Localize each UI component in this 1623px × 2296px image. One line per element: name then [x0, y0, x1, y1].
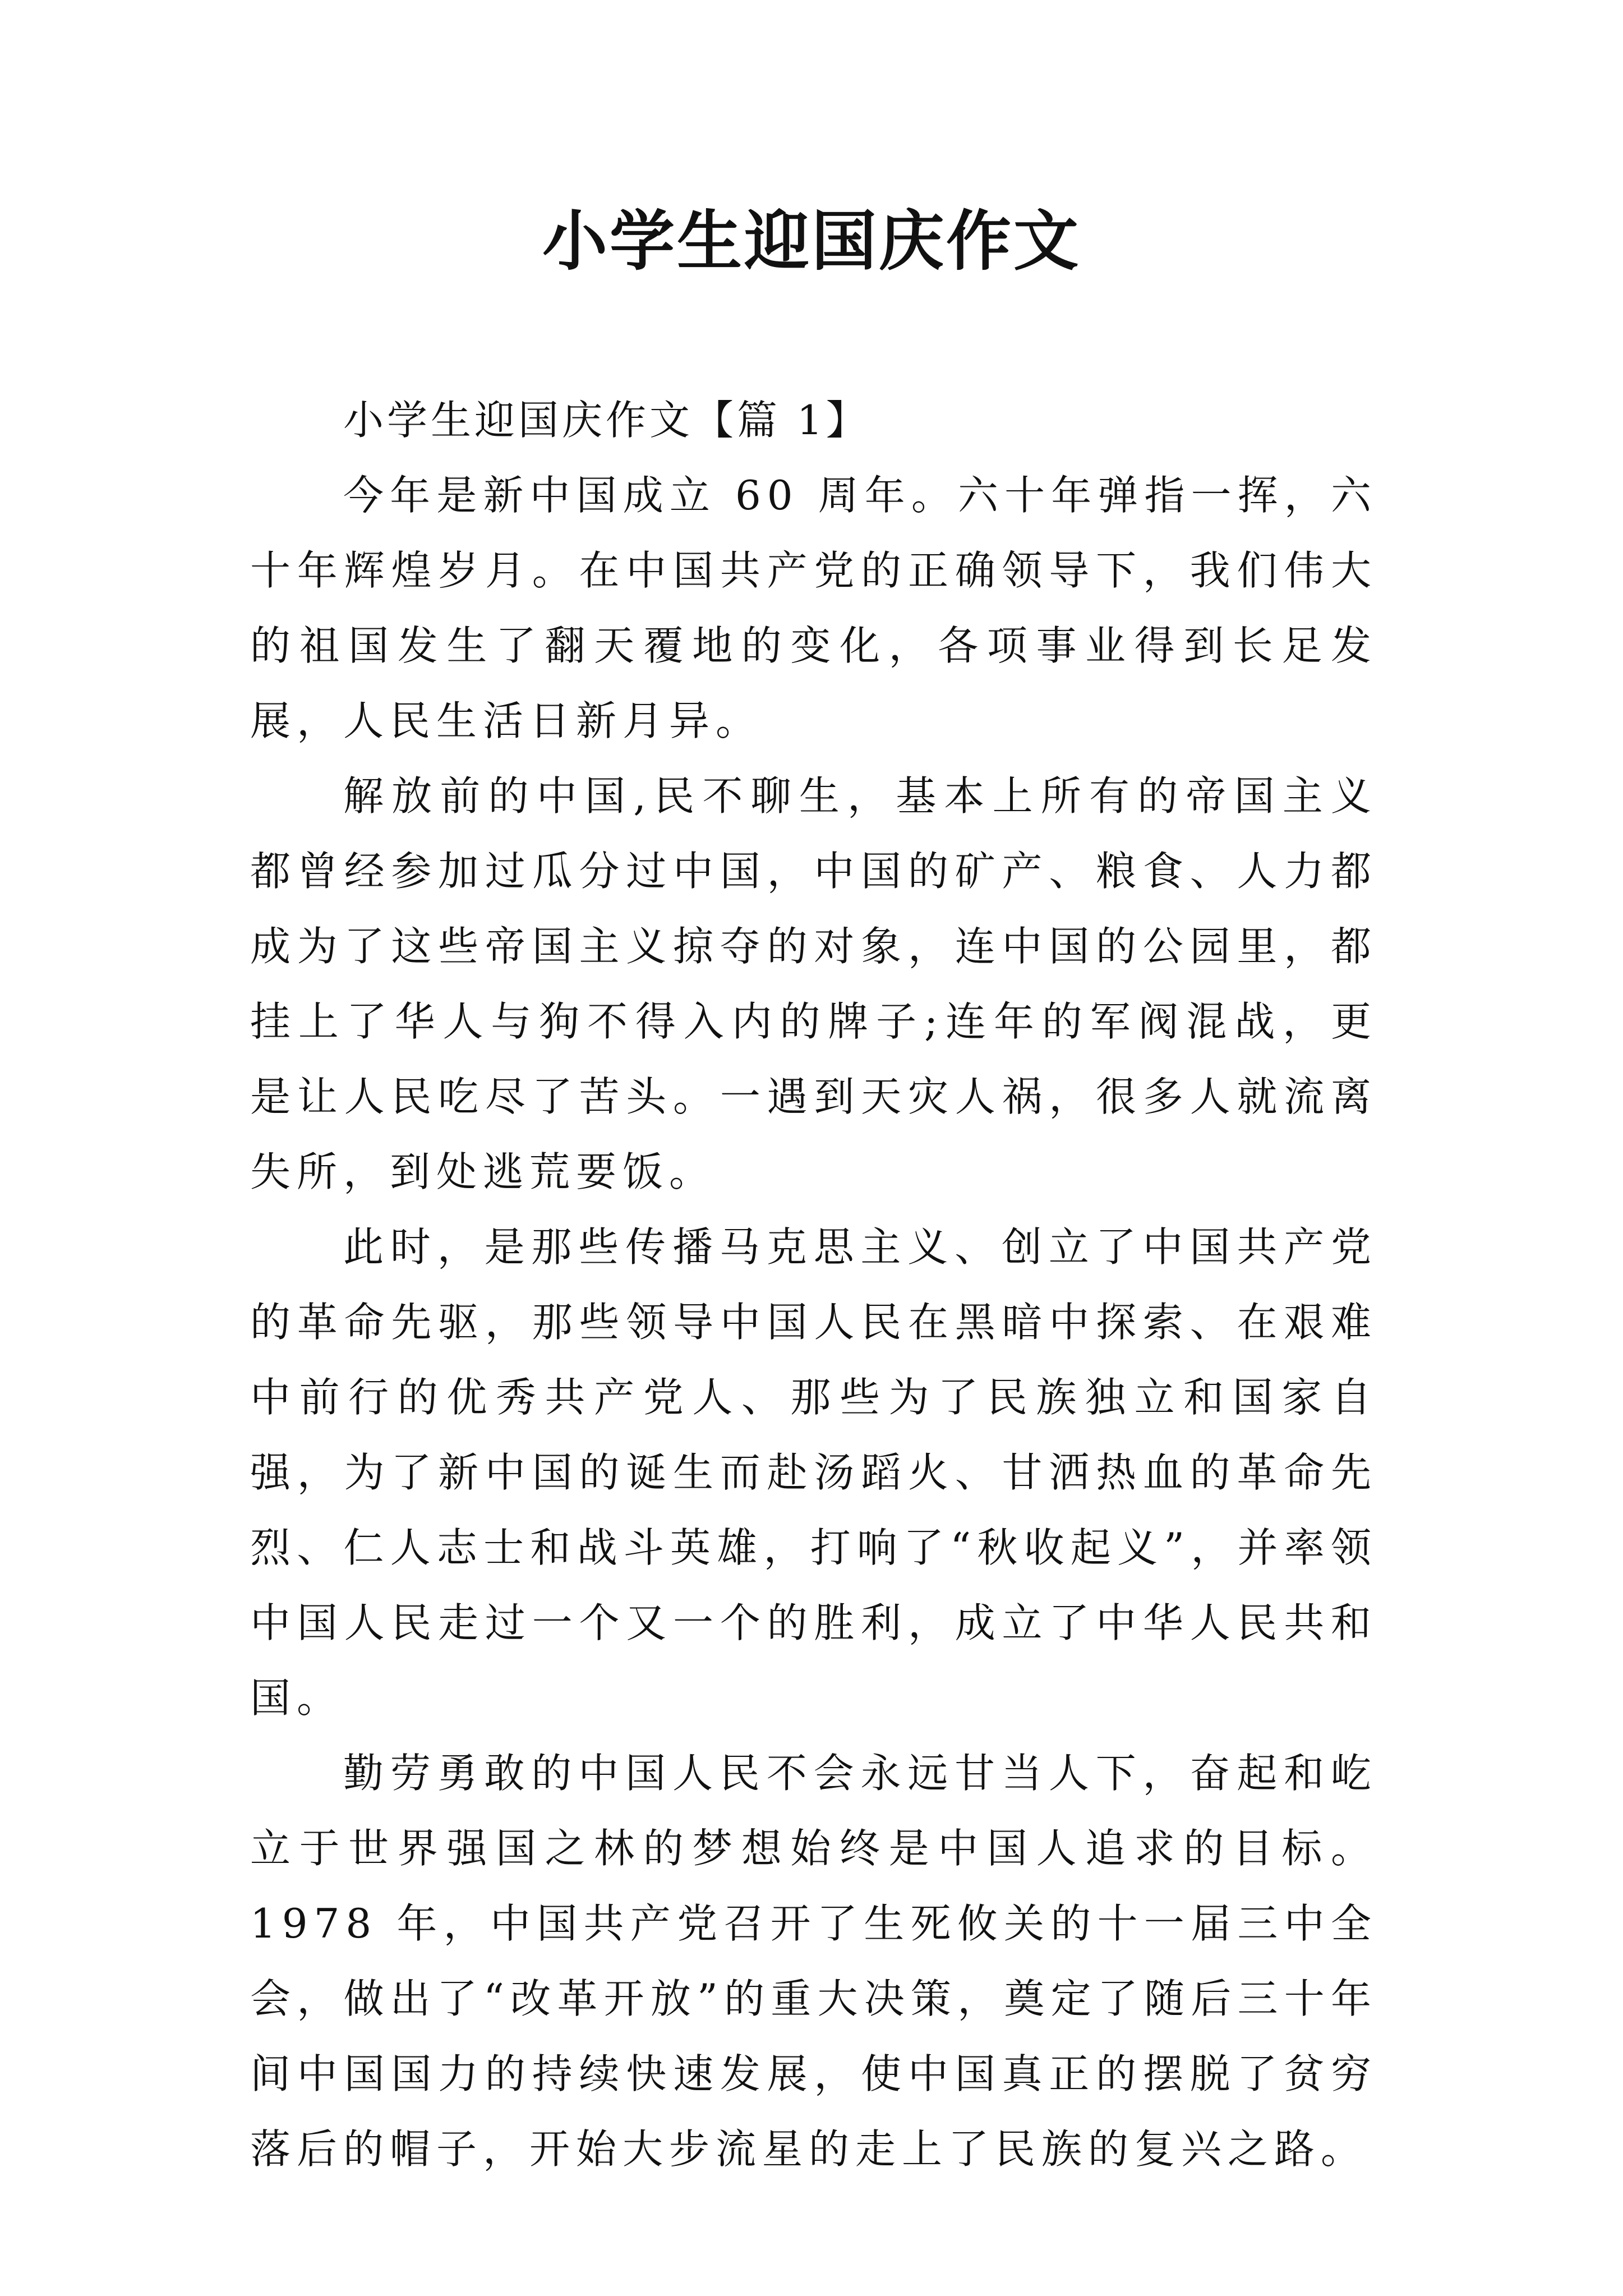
paragraph: 解放前的中国,民不聊生，基本上所有的帝国主义都曾经参加过瓜分过中国，中国的矿产、粮食、人力都成为了这些帝国主义掠夺的对象，连中国的公园里，都挂上了华人与狗不得入内的牌子;连年的军阀混战，更是让人民吃尽了苦头。一遇到天灾人祸，很多人就流离失所，到处逃荒要饭。 [250, 772, 1377, 1195]
document-body [250, 383, 1377, 2187]
paragraph: 今年是新中国成立 60 周年。六十年弹指一挥，六十年辉煌岁月。在中国共产党的正确领导下，我们伟大的祖国发生了翻天覆地的变化，各项事业得到长足发展，人民生活日新月异。 [250, 472, 1377, 744]
paragraph: 勤劳勇敢的中国人民不会永远甘当人下，奋起和屹立于世界强国之林的梦想始终是中国人追求的目标。1978 年，中国共产党召开了生死攸关的十一届三中全会，做出了“改革开放”的重大决策，奠定了随后三十年间中国国力的持续快速发展，使中国真正的摆脱了贫穷落后的帽子，开始大步流星的走上了民族的复兴之路。 [250, 1750, 1377, 2173]
document-title: 小学生迎国庆作文 [542, 203, 1081, 279]
section-heading: 小学生迎国庆作文【篇 1】 [343, 397, 870, 444]
paragraph: 此时，是那些传播马克思主义、创立了中国共产党的革命先驱，那些领导中国人民在黑暗中探索、在艰难中前行的优秀共产党人、那些为了民族独立和国家自强，为了新中国的诞生而赴汤蹈火、甘洒热血的革命先烈、仁人志士和战斗英雄，打响了“秋收起义”，并率领中国人民走过一个又一个的胜利，成立了中华人民共和国。 [250, 1223, 1377, 1722]
